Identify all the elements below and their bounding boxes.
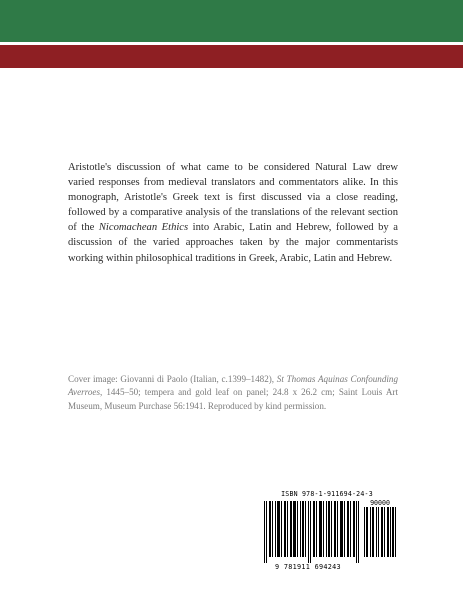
back-cover-blurb	[68, 160, 398, 266]
red-stripe	[0, 45, 463, 68]
top-green-band	[0, 0, 463, 42]
isbn-barcode	[256, 490, 398, 578]
barcode-addon-bars	[364, 507, 396, 557]
credit-text-part2: , 1445–50; tempera and gold leaf on panel; 24.8 x 26.2 cm; Saint Louis Art Museum, Museum Purchase 56:1941. Reproduced by kind permission.	[68, 387, 398, 411]
isbn-label: ISBN 978-1-911694-24-3	[281, 490, 373, 498]
barcode-bars	[264, 501, 360, 563]
blurb-text-part1: Aristotle's discussion of what came to be considered Natural Law drew varied responses from medieval translators and commentators alike. In this monograph, Aristotle's Greek text is first discussed via a close reading, followed by a comparative analysis of the translations of the relevant section of the	[68, 162, 398, 234]
blurb-book-title: Nicomachean Ethics	[98, 222, 189, 234]
credit-text-part1: Cover image: Giovanni di Paolo (Italian, c.1399–1482),	[68, 374, 277, 384]
blurb-text-part2: into Arabic, Latin and Hebrew, followed by a discussion of the varied approaches taken by the major commentarists working within philosophical traditions in Greek, Arabic, Latin and Hebrew.	[68, 222, 398, 264]
cover-image-credit	[68, 373, 398, 413]
barcode-addon-digits: 90000	[370, 499, 390, 507]
credit-artwork-title: St Thomas Aquinas Confounding Averroes	[68, 374, 399, 398]
barcode-digits: 9 781911 694243	[275, 563, 341, 571]
